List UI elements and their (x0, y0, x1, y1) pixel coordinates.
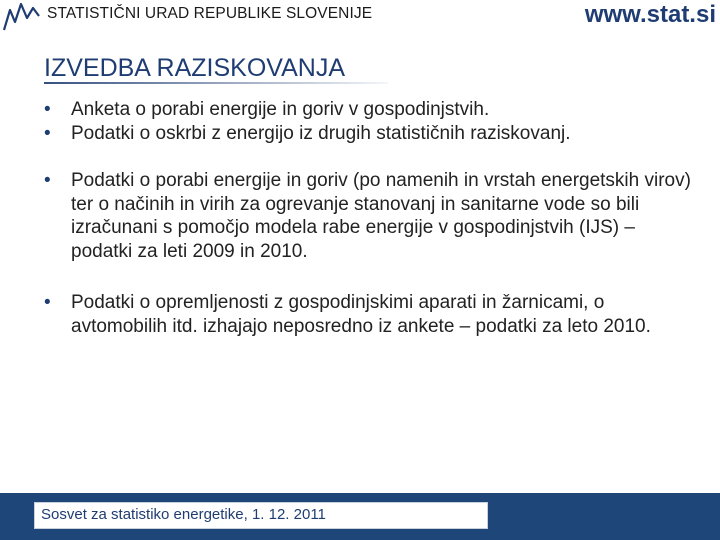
bullet-marker: • (44, 170, 51, 191)
bullet-list (44, 98, 694, 338)
bullet-marker: • (44, 122, 51, 144)
bullet-marker: • (44, 292, 51, 313)
zigzag-line-logo-icon (2, 0, 42, 34)
bullet-text: Podatki o porabi energije in goriv (po namenih in vrstah energetskih virov) ter o načinih in virih za ogrevanje stanovanj in sanitarne vode so bili izračunani s pomočjo modela rabe energije v gospodinjstvih (IJS) – podatki za leti 2009 in 2010. (71, 170, 691, 262)
title-underline (44, 82, 388, 84)
slide-title: IZVEDBA RAZISKOVANJA (44, 54, 346, 82)
bullet-item (44, 291, 694, 338)
header (0, 0, 720, 34)
spacer (44, 263, 694, 291)
bullet-text: Podatki o oskrbi z energijo iz drugih statističnih raziskovanj. (71, 122, 571, 144)
footer-text: Sosvet za statistiko energetike, 1. 12. 2011 (41, 506, 326, 523)
bullet-text: Podatki o opremljenosti z gospodinjskimi aparati in žarnicami, o avtomobilih itd. izhajajo neposredno iz ankete – podatki za leto 2010. (71, 292, 651, 337)
bullet-marker: • (44, 99, 51, 120)
bullet-item (44, 122, 694, 146)
spacer (44, 145, 694, 169)
bullet-item (44, 169, 694, 263)
website-url[interactable]: www.stat.si (584, 1, 716, 28)
organization-name: STATISTIČNI URAD REPUBLIKE SLOVENIJE (47, 5, 373, 22)
bullet-item (44, 98, 694, 122)
bullet-text: Anketa o porabi energije in goriv v gospodinjstvih. (71, 99, 490, 120)
